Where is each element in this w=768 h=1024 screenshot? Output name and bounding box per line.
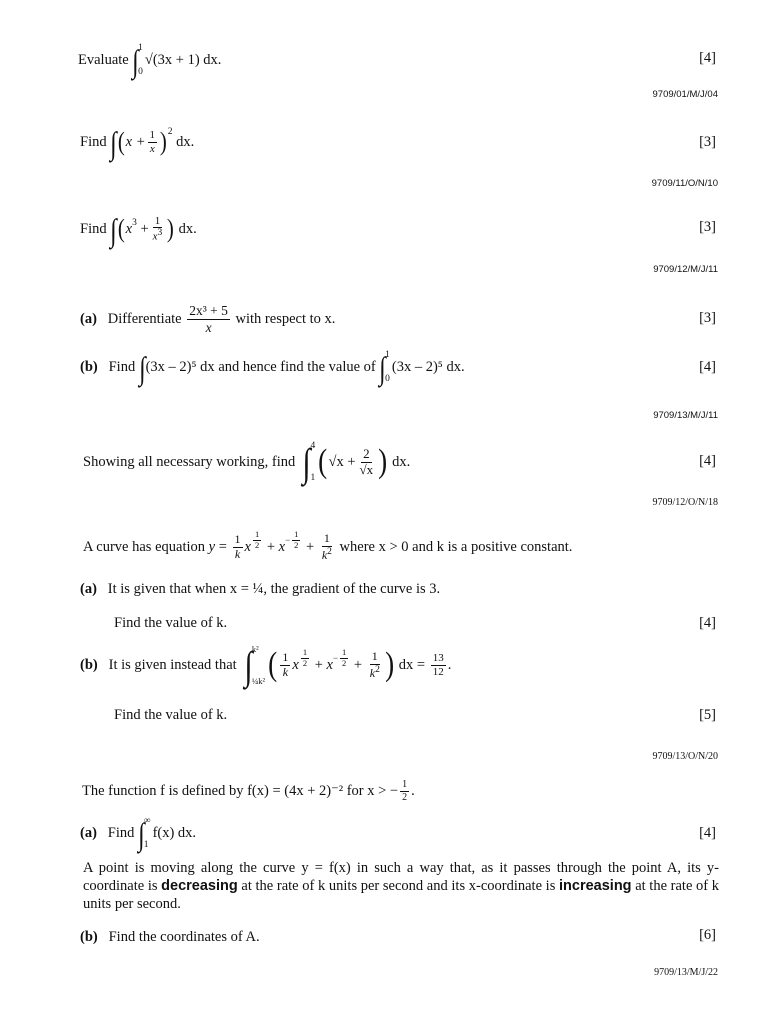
- q1-upper: 1: [138, 43, 143, 53]
- q2-ref: 9709/11/O/N/10: [651, 178, 718, 189]
- q6b-limits: [252, 644, 265, 686]
- q4b-lower: 0: [385, 374, 390, 384]
- q4b-integrand2: (3x – 2)⁵ dx.: [391, 358, 465, 375]
- q2-line: [80, 120, 194, 164]
- open-paren: (: [268, 646, 278, 683]
- q7-intro-frac: [400, 779, 409, 803]
- q4b-line: [80, 347, 465, 387]
- q7b-line: [80, 926, 260, 948]
- q4a-line: [80, 297, 335, 341]
- q7-para-3: at the rate of k units per second.: [83, 878, 720, 912]
- q6b-pow-neg-half: $\frac{1}{2}$: [342, 646, 347, 668]
- q3-marks: [3]: [699, 219, 716, 235]
- q7a-integrand: f(x) dx.: [152, 824, 197, 841]
- q6-eq-x2: x: [278, 538, 286, 555]
- integral-sign: ∫: [132, 43, 140, 79]
- q3-line: [80, 207, 197, 251]
- q6b-label: (b): [80, 656, 98, 673]
- q5-sqrtx: √x +: [328, 453, 356, 470]
- q7a-line: [80, 813, 196, 853]
- q4a-verb: Differentiate: [107, 310, 182, 327]
- q6b-pow-neg: −: [332, 653, 339, 663]
- open-paren: (: [117, 214, 125, 243]
- q3-ref: 9709/12/M/J/11: [653, 264, 718, 275]
- q4b-marks: [4]: [699, 359, 716, 375]
- q6b-num: 13: [432, 651, 444, 664]
- q1-integrand: √(3x + 1) dx.: [144, 51, 222, 68]
- q7b-text: Find the coordinates of A.: [108, 928, 260, 945]
- q4a-label: (a): [80, 310, 97, 327]
- q5-num: 2: [363, 445, 370, 461]
- q4b-integrand: (3x – 2)⁵ dx: [145, 358, 215, 375]
- q6-pow-half: $\frac{1}{2}$: [254, 528, 260, 550]
- q6b-marks: [5]: [699, 707, 716, 723]
- q6a-line: [80, 578, 440, 600]
- q1-lower: 0: [138, 67, 143, 77]
- close-paren: ): [167, 214, 175, 243]
- integral-sign: ∫: [138, 816, 145, 852]
- q7b-marks: [6]: [699, 927, 716, 943]
- q4a-den: x: [205, 319, 212, 335]
- q3-verb: Find: [80, 220, 107, 237]
- q3-tail: dx.: [178, 220, 197, 237]
- q6-intro-line: A curve has equation y = $\frac{1}{k}$ x $\frac{1}{2}$ + x − $\frac{1}{2}$ + $\frac{1}{k^2}$ where x > 0 and k is a positive constant.: [83, 528, 573, 562]
- q5-upper: 4: [310, 441, 316, 451]
- q6-pow-neg: −: [285, 535, 291, 545]
- q7-para-2: at the rate of k units per second and its x-coordinate is: [241, 878, 556, 894]
- q6a-marks: [4]: [699, 615, 716, 631]
- q4b-verb: Find: [108, 358, 136, 375]
- q6-intro-tail: where x > 0 and k is a positive constant.: [339, 538, 573, 555]
- close-paren: ): [378, 443, 388, 480]
- q2-den: x: [149, 142, 155, 155]
- q3-plus: +: [140, 220, 149, 237]
- q7-para-1: A point is moving along the curve y = f(x) in such a way that, as it passes through the point A, its y-coordinate is: [83, 860, 719, 894]
- q5-den: √x: [359, 461, 374, 477]
- q2-term: x +: [125, 133, 146, 150]
- integral-sign: ∫: [244, 643, 253, 688]
- q6-frac-1k2: $\frac{1}{k^2}$: [321, 530, 332, 562]
- q4b-label: (b): [80, 358, 98, 375]
- integral-sign: ∫: [302, 440, 312, 485]
- q7-intro-num: 1: [402, 779, 408, 790]
- q6-eq-x: x: [244, 538, 251, 555]
- q4a-marks: [3]: [699, 310, 716, 326]
- q7-paragraph: [83, 859, 719, 913]
- q2-num: 1: [149, 128, 156, 141]
- q7a-marks: [4]: [699, 825, 716, 841]
- q2-fraction: [148, 129, 158, 155]
- q4a-tail: with respect to x.: [235, 310, 336, 327]
- q4-ref: 9709/13/M/J/11: [653, 410, 718, 421]
- q7-intro-line: The function f is defined by f(x) = (4x + 2)⁻² for x > − $\frac{1}{2}$ .: [82, 779, 415, 803]
- q7b-label: (b): [80, 928, 98, 945]
- q1-marks: [4]: [699, 50, 716, 66]
- q2-power: 2: [167, 127, 173, 137]
- q4a-num: 2x³ + 5: [189, 302, 228, 318]
- q6-intro: A curve has equation: [83, 538, 206, 555]
- integral-sign: ∫: [379, 350, 387, 386]
- close-paren: ): [384, 646, 395, 683]
- q7-intro: The function f is defined by f(x) = (4x + 2)⁻² for x > −: [82, 782, 399, 799]
- q6b-result: [431, 652, 446, 678]
- q6-eq-y: y: [208, 538, 216, 555]
- q3-fraction: [151, 215, 165, 244]
- q6b-find: Find the value of k.: [114, 707, 228, 723]
- q6a-label: (a): [80, 580, 97, 597]
- q6b-text: It is given instead that: [108, 656, 237, 673]
- integral-sign: ∫: [110, 212, 117, 248]
- q6b-lower: ¼k²: [251, 676, 266, 686]
- close-paren: ): [159, 127, 167, 156]
- q4b-upper: 1: [385, 350, 390, 360]
- q2-tail: dx.: [176, 133, 195, 150]
- q1-verb: Evaluate: [78, 51, 129, 68]
- q6a-text: It is given that when x = ¼, the gradient of the curve is 3.: [107, 580, 441, 597]
- q6-pow-neg-half: $\frac{1}{2}$: [294, 528, 299, 550]
- q7a-label: (a): [80, 824, 97, 841]
- q5-lower: 1: [310, 473, 316, 483]
- q6b-line: (b) It is given instead that ∫ k² ¼k² ( $\frac{1}{k}$ x $\frac{1}{2}$ + x − $\frac{1}{2}$ + $\frac{1}{k^2}$ ) dx = $\frac{13}{12}$ .: [80, 643, 452, 688]
- integral-sign: ∫: [110, 125, 117, 161]
- q6b-upper: k²: [251, 644, 259, 654]
- q7a-verb: Find: [107, 824, 135, 841]
- q4a-fraction: [187, 303, 230, 335]
- q5-limits: [310, 441, 315, 483]
- q5-ref: 9709/12/O/N/18: [652, 497, 718, 508]
- q3-den-pow: 3: [157, 228, 163, 239]
- q3-num: 1: [154, 214, 161, 227]
- q6b-frac-1k: $\frac{1}{k}$: [282, 649, 289, 679]
- q5-text: Showing all necessary working, find: [83, 453, 296, 470]
- q3-den: x: [152, 230, 158, 243]
- q5-fraction: [358, 447, 376, 478]
- q2-marks: [3]: [699, 134, 716, 150]
- integral-sign: ∫: [138, 350, 146, 386]
- q6b-den: 12: [432, 665, 444, 678]
- q6b-pow-half: $\frac{1}{2}$: [302, 646, 308, 668]
- open-paren: (: [318, 443, 328, 480]
- q1-ref: 9709/01/M/J/04: [652, 89, 718, 100]
- q7-para-decreasing: decreasing: [161, 878, 238, 894]
- q4b-mid: and hence find the value of: [218, 358, 376, 375]
- q7-intro-den: 2: [402, 791, 408, 803]
- q6b-x: x: [292, 656, 299, 673]
- q6b-frac-1k2: $\frac{1}{k^2}$: [369, 648, 380, 680]
- q6-ref: 9709/13/O/N/20: [652, 751, 718, 762]
- q7a-lower: 1: [143, 840, 149, 850]
- q5-tail: dx.: [392, 453, 411, 470]
- q7a-upper: ∞: [143, 816, 151, 826]
- q6b-x2: x: [326, 656, 333, 673]
- q6b-eq: dx =: [398, 656, 426, 673]
- q2-verb: Find: [80, 133, 107, 150]
- q3-den-wrap: [151, 228, 165, 243]
- q5-marks: [4]: [699, 453, 716, 469]
- q7-ref: 9709/13/M/J/22: [654, 967, 718, 978]
- q6-frac-1k: $\frac{1}{k}$: [234, 531, 241, 561]
- open-paren: (: [117, 127, 125, 156]
- q6a-find: Find the value of k.: [114, 615, 228, 631]
- q1-line: [78, 40, 221, 80]
- q3-term-pow: 3: [132, 218, 137, 228]
- q3-term: x: [125, 220, 133, 237]
- q7-para-increasing: increasing: [559, 878, 632, 894]
- q5-line: [83, 438, 410, 486]
